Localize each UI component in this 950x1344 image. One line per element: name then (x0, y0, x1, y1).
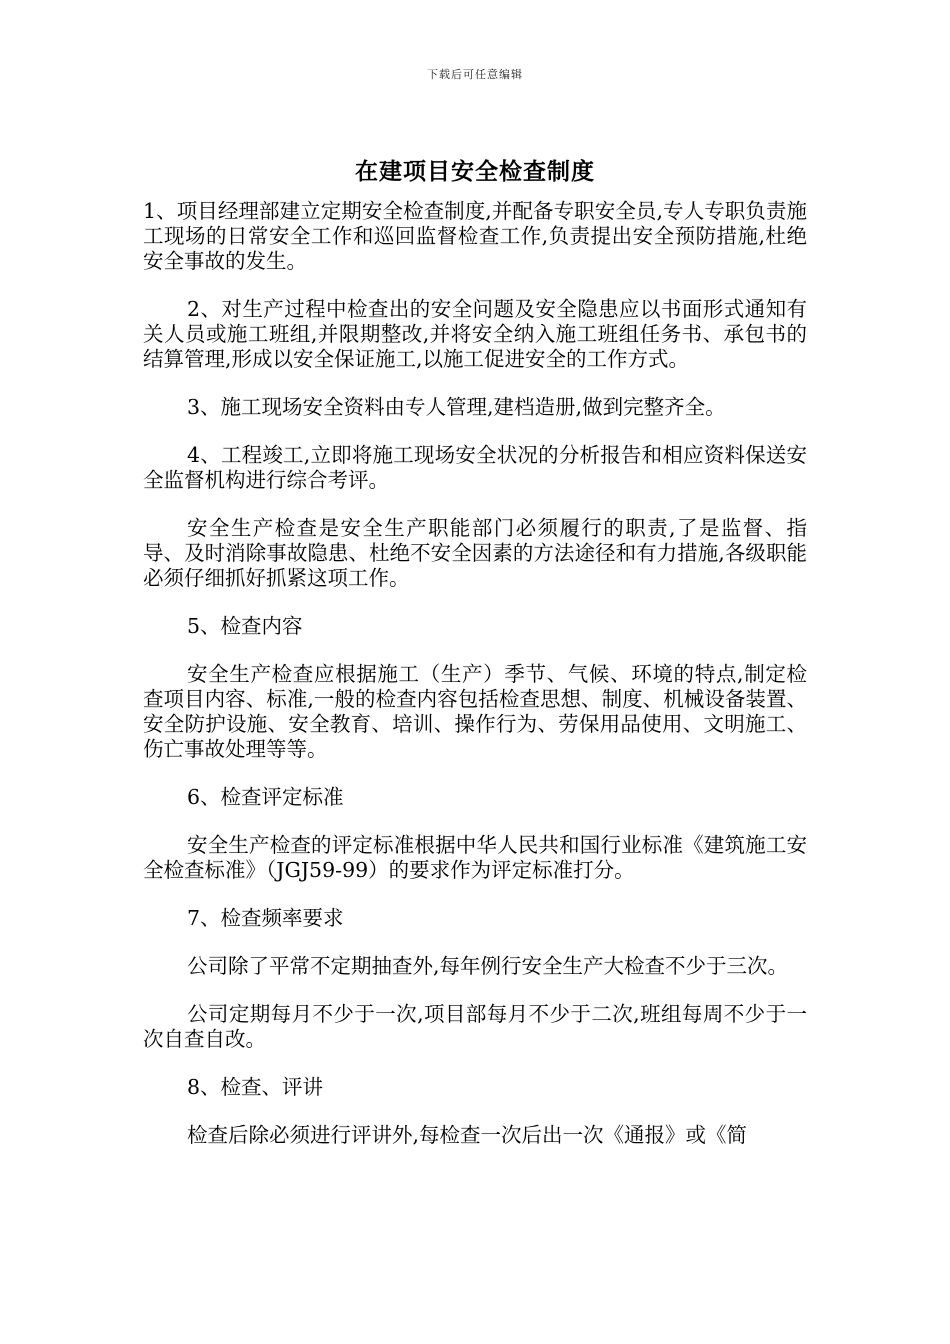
document-title: 在建项目安全检查制度 (355, 159, 595, 185)
paragraph-frequency-company: 公司除了平常不定期抽查外,每年例行安全生产大检查不少于三次。 (187, 954, 789, 978)
section-heading-evaluation-standard: 6、检查评定标准 (187, 785, 344, 809)
paragraph-review: 检查后除必须进行评讲外,每检查一次后出一次《通报》或《简 (187, 1123, 748, 1147)
section-heading-review: 8、检查、评讲 (187, 1075, 324, 1099)
paragraph-safety-duty: 安全生产检查是安全生产职能部门必须履行的职责,了是监督、指导、及时消除事故隐患、杜绝不安全因素的方法途径和有力措施,各级职能必须仔细抓好抓紧这项工作。 (143, 516, 807, 590)
paragraph-item-2: 2、对生产过程中检查出的安全问题及安全隐患应以书面形式通知有关人员或施工班组,并限期整改,并将安全纳入施工班组任务书、承包书的结算管理,形成以安全保证施工,以施工促进安全的工作方式。 (143, 297, 807, 371)
paragraph-item-4: 4、工程竣工,立即将施工现场安全状况的分析报告和相应资料保送安全监督机构进行综合考评。 (143, 443, 807, 492)
paragraph-inspection-content: 安全生产检查应根据施工（生产）季节、气候、环境的特点,制定检查项目内容、标准,一般的检查内容包括检查思想、制度、机械设备装置、安全防护设施、安全教育、培训、操作行为、劳保用品使用、文明施工、伤亡事故处理等等。 (143, 662, 807, 761)
paragraph-frequency-monthly: 公司定期每月不少于一次,项目部每月不少于二次,班组每周不少于一次自查自改。 (143, 1002, 807, 1051)
document-body (143, 199, 807, 1148)
paragraph-item-3: 3、施工现场安全资料由专人管理,建档造册,做到完整齐全。 (187, 395, 726, 419)
section-heading-frequency: 7、检查频率要求 (187, 906, 344, 930)
section-heading-inspection-content: 5、检查内容 (187, 614, 303, 638)
paragraph-evaluation-standard: 安全生产检查的评定标准根据中华人民共和国行业标准《建筑施工安全检查标准》（JGJ59-99）的要求作为评定标准打分。 (143, 833, 807, 882)
page-header-note: 下载后可任意编辑 (427, 68, 523, 81)
paragraph-item-1: 1、项目经理部建立定期安全检查制度,并配备专职安全员,专人专职负责施工现场的日常安全工作和巡回监督检查工作,负责提出安全预防措施,杜绝安全事故的发生。 (143, 199, 807, 273)
